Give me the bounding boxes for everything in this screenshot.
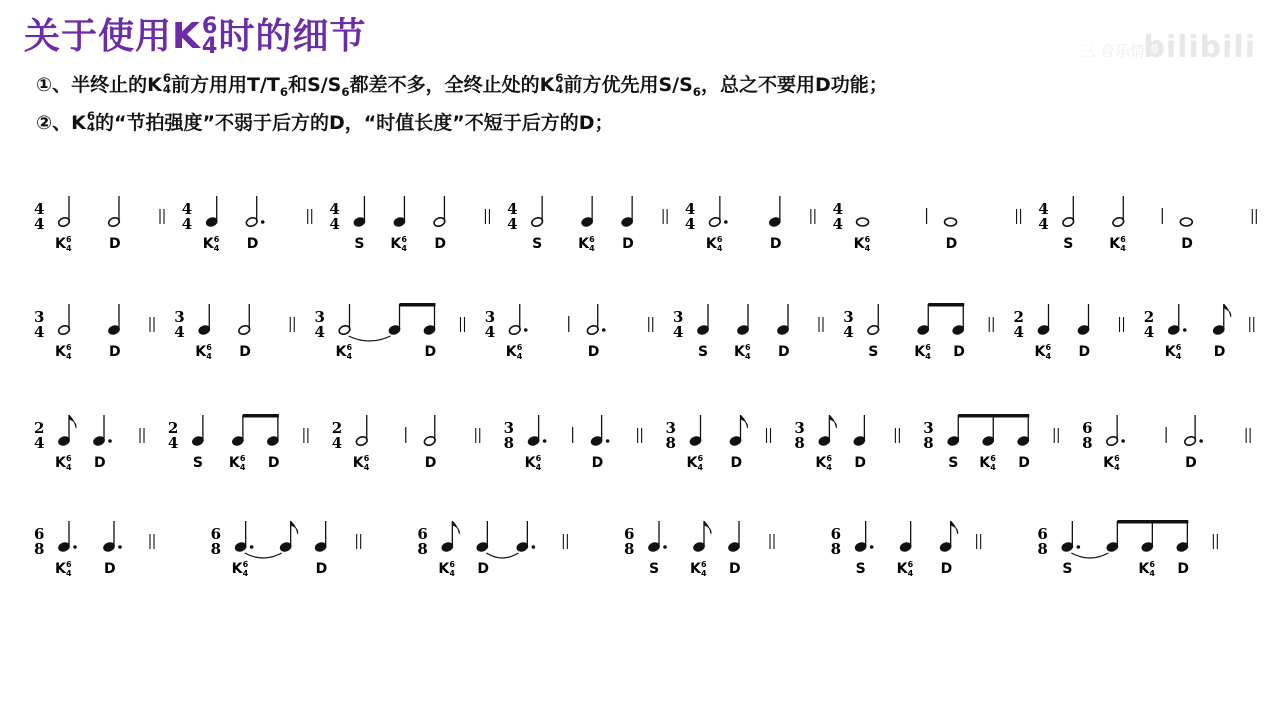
- time-signature-bottom: 4: [843, 323, 854, 341]
- figure-sub: 4: [555, 81, 564, 96]
- augmentation-dot: [606, 439, 610, 443]
- chord-label-d: D: [1018, 455, 1030, 471]
- figure-sup: 6: [162, 70, 171, 85]
- time-signature-bottom: 4: [507, 215, 518, 233]
- tie: [1071, 553, 1108, 558]
- figure-sup: 6: [66, 343, 72, 352]
- chord-label-d: D: [109, 236, 121, 252]
- figure-sup: 6: [206, 343, 212, 352]
- augmentation-dot: [73, 545, 77, 549]
- figure-sub: 4: [697, 463, 704, 472]
- time-signature-top: 2: [331, 419, 343, 437]
- figure-sub: 4: [242, 569, 249, 578]
- title-prefix: 关于使用K: [24, 16, 201, 57]
- chord-label-d: D: [1185, 455, 1197, 471]
- time-signature-top: 3: [673, 308, 684, 326]
- figure-sub: 4: [1149, 569, 1155, 578]
- figure-sup: 6: [242, 560, 249, 569]
- figure-sub: 6: [341, 85, 350, 99]
- time-signature-top: 4: [832, 200, 844, 218]
- chord-label-d: D: [730, 455, 743, 471]
- time-signature-bottom: 4: [34, 434, 45, 452]
- chord-label-d: D: [1181, 236, 1193, 252]
- time-signature-bottom: 4: [1143, 323, 1155, 341]
- figure-sup: 6: [701, 560, 707, 569]
- chord-label-k64: K: [690, 561, 701, 577]
- figure-sup: 6: [535, 454, 542, 463]
- chord-label-k64: K: [390, 236, 402, 252]
- time-signature-top: 6: [830, 525, 842, 543]
- augmentation-dot: [663, 545, 667, 549]
- augmentation-dot: [250, 545, 254, 549]
- time-signature-top: 4: [181, 200, 193, 218]
- chord-label-k64: K: [55, 455, 66, 471]
- augmentation-dot: [261, 220, 265, 224]
- time-signature-bottom: 8: [624, 540, 635, 558]
- tie: [245, 553, 282, 558]
- watermark-text: 三 音乐情愫: [1080, 42, 1160, 60]
- figure-sub: 4: [239, 463, 246, 472]
- figure-sub: 4: [1045, 352, 1052, 361]
- figure-sub: 4: [162, 81, 171, 96]
- figure-sub: 4: [401, 244, 408, 253]
- figure-sub: 4: [701, 569, 707, 578]
- time-signature-bottom: 4: [34, 323, 45, 341]
- rule-text: 前方优先用S/S: [563, 74, 693, 96]
- time-signature-top: 3: [665, 419, 676, 437]
- rule-text: 都差不多，全终止处的K: [349, 74, 555, 96]
- figure-sup: 6: [86, 108, 95, 123]
- time-signature-bottom: 4: [331, 434, 343, 452]
- chord-label-k64: K: [55, 344, 66, 360]
- figure-sup: 6: [449, 560, 455, 569]
- figure-sup: 6: [1149, 560, 1155, 569]
- chord-label-d: D: [477, 561, 489, 577]
- figure-sub: 4: [213, 244, 220, 253]
- chord-label-d: D: [239, 344, 251, 360]
- figure-sup: 6: [990, 454, 996, 463]
- figure-sub: 4: [516, 352, 523, 361]
- note-head: [1180, 218, 1192, 226]
- time-signature-bottom: 4: [832, 215, 844, 233]
- time-signature-bottom: 8: [665, 434, 676, 452]
- chord-label-d: D: [940, 561, 953, 577]
- eighth-flag: [69, 415, 76, 428]
- chord-label-k64: K: [55, 236, 66, 252]
- figure-sub: 4: [745, 352, 751, 361]
- chord-label-k64: K: [853, 236, 865, 252]
- time-signature-top: 4: [1038, 200, 1049, 218]
- chord-label-k64: K: [1138, 561, 1150, 577]
- chord-label-s: S: [192, 455, 203, 471]
- augmentation-dot: [524, 328, 528, 332]
- time-signature-bottom: 4: [314, 323, 325, 341]
- beam: [1117, 520, 1188, 524]
- figure-sup: 6: [826, 454, 832, 463]
- time-signature-bottom: 4: [329, 215, 340, 233]
- beam: [928, 303, 964, 307]
- time-signature-bottom: 4: [484, 323, 496, 341]
- eighth-flag: [741, 415, 748, 428]
- time-signature-top: 2: [1013, 308, 1024, 326]
- time-signature-bottom: 4: [167, 434, 179, 452]
- tie: [349, 336, 391, 341]
- chord-label-k64: K: [228, 455, 240, 471]
- time-signature-top: 3: [923, 419, 934, 437]
- figure-sup: 6: [745, 343, 751, 352]
- rule-text: ，总之不要用D功能；: [700, 74, 888, 96]
- time-signature-bottom: 4: [174, 323, 185, 341]
- time-signature-bottom: 8: [210, 540, 222, 558]
- note-head: [857, 218, 869, 226]
- chord-label-d: D: [587, 344, 600, 360]
- chord-label-k64: K: [734, 344, 745, 360]
- figure-sup: 6: [555, 70, 564, 85]
- time-signature-bottom: 4: [684, 215, 696, 233]
- time-signature-top: 6: [624, 525, 635, 543]
- tie: [486, 553, 518, 558]
- beam: [243, 414, 279, 418]
- title-sub: 4: [201, 33, 219, 59]
- chord-label-k64: K: [578, 236, 590, 252]
- chord-label-d: D: [315, 561, 328, 577]
- rule-text: 前方用用T/T: [171, 74, 280, 96]
- figure-sup: 6: [925, 343, 931, 352]
- figure-sub: 4: [864, 244, 871, 253]
- time-signature-top: 4: [329, 200, 340, 218]
- figure-sup: 6: [346, 343, 353, 352]
- time-signature-top: 4: [34, 200, 45, 218]
- time-signature-top: 3: [34, 308, 45, 326]
- figure-sub: 4: [1114, 463, 1120, 472]
- chord-label-s: S: [868, 344, 879, 360]
- rule-text: ②、K: [36, 112, 86, 134]
- time-signature-bottom: 4: [673, 323, 684, 341]
- time-signature-top: 3: [174, 308, 185, 326]
- figure-sup: 6: [213, 235, 220, 244]
- chord-label-k64: K: [438, 561, 450, 577]
- figure-sub: 4: [206, 352, 212, 361]
- augmentation-dot: [870, 545, 874, 549]
- chord-label-d: D: [267, 455, 280, 471]
- figure-sup: 6: [66, 560, 72, 569]
- chord-label-d: D: [945, 236, 958, 252]
- chord-label-k64: K: [202, 236, 214, 252]
- time-signature-top: 2: [1143, 308, 1155, 326]
- chord-label-d: D: [622, 236, 634, 252]
- chord-label-k64: K: [1103, 455, 1114, 471]
- time-signature-bottom: 8: [794, 434, 805, 452]
- figure-sub: 4: [449, 569, 455, 578]
- figure-sup: 6: [716, 235, 723, 244]
- time-signature-top: 3: [503, 419, 515, 437]
- figure-sup: 6: [401, 235, 408, 244]
- figure-sup: 6: [66, 235, 72, 244]
- beam: [958, 414, 1029, 418]
- time-signature-bottom: 4: [1013, 323, 1024, 341]
- figure-sup: 6: [1045, 343, 1052, 352]
- time-signature-top: 6: [417, 525, 428, 543]
- time-signature-bottom: 8: [1082, 434, 1093, 452]
- chord-label-d: D: [1177, 561, 1189, 577]
- augmentation-dot: [1077, 545, 1081, 549]
- figure-sub: 4: [535, 463, 542, 472]
- chord-label-k64: K: [524, 455, 536, 471]
- chord-label-k64: K: [979, 455, 991, 471]
- chord-label-d: D: [104, 561, 116, 577]
- chord-label-d: D: [424, 344, 437, 360]
- note-head: [945, 218, 957, 226]
- rule-text: 和S/S: [288, 74, 342, 96]
- chord-label-k64: K: [914, 344, 926, 360]
- bilibili-logo: bilibili: [1143, 30, 1256, 65]
- figure-sup: 6: [1175, 343, 1182, 352]
- time-signature-bottom: 4: [1038, 215, 1049, 233]
- figure-sub: 4: [346, 352, 353, 361]
- figure-sup: 6: [589, 235, 595, 244]
- chord-label-d: D: [434, 236, 447, 252]
- chord-label-d: D: [769, 236, 782, 252]
- time-signature-bottom: 4: [181, 215, 193, 233]
- eighth-flag: [704, 521, 711, 534]
- figure-sub: 4: [66, 244, 72, 253]
- chord-label-s: S: [1062, 561, 1073, 577]
- chord-label-k64: K: [686, 455, 698, 471]
- rule-text: ①、半终止的K: [36, 74, 162, 96]
- time-signature-top: 2: [34, 419, 45, 437]
- augmentation-dot: [602, 328, 606, 332]
- augmentation-dot: [724, 220, 728, 224]
- chord-label-d: D: [854, 455, 866, 471]
- time-signature-top: 3: [484, 308, 496, 326]
- augmentation-dot: [1183, 328, 1187, 332]
- time-signature-top: 2: [167, 419, 179, 437]
- figure-sub: 4: [907, 569, 914, 578]
- eighth-flag: [951, 521, 958, 534]
- chord-label-s: S: [855, 561, 866, 577]
- chord-label-s: S: [532, 236, 543, 252]
- chord-label-s: S: [698, 344, 709, 360]
- chord-label-k64: K: [505, 344, 517, 360]
- time-signature-top: 6: [210, 525, 222, 543]
- figure-sub: 4: [826, 463, 832, 472]
- beam: [400, 303, 436, 307]
- eighth-flag: [452, 521, 459, 534]
- figure-sup: 6: [1120, 235, 1126, 244]
- rule-text: 的“节拍强度”不弱于后方的D，“时值长度”不短于后方的D；: [95, 112, 614, 134]
- chord-label-k64: K: [352, 455, 364, 471]
- figure-sup: 6: [697, 454, 704, 463]
- time-signature-top: 3: [794, 419, 805, 437]
- chord-label-k64: K: [335, 344, 347, 360]
- chord-label-k64: K: [231, 561, 243, 577]
- time-signature-top: 6: [34, 525, 45, 543]
- figure-sup: 6: [516, 343, 523, 352]
- augmentation-dot: [543, 439, 547, 443]
- figure-sub: 4: [990, 463, 996, 472]
- chord-label-d: D: [1078, 344, 1091, 360]
- time-signature-top: 6: [1037, 525, 1048, 543]
- eighth-flag: [1224, 304, 1231, 317]
- chord-label-k64: K: [705, 236, 717, 252]
- time-signature-top: 4: [684, 200, 696, 218]
- chord-label-k64: K: [815, 455, 827, 471]
- chord-label-k64: K: [1109, 236, 1121, 252]
- title-suffix: 时的细节: [218, 16, 367, 57]
- time-signature-top: 4: [507, 200, 518, 218]
- time-signature-bottom: 8: [34, 540, 45, 558]
- chord-label-d: D: [246, 236, 259, 252]
- figure-sub: 4: [589, 244, 595, 253]
- figure-sup: 6: [363, 454, 370, 463]
- figure-sub: 4: [1175, 352, 1182, 361]
- chord-label-d: D: [729, 561, 741, 577]
- figure-sub: 4: [66, 569, 72, 578]
- figure-sub: 4: [66, 463, 72, 472]
- title-sup: 6: [201, 12, 219, 39]
- figure-sup: 6: [66, 454, 72, 463]
- eighth-flag: [829, 415, 836, 428]
- time-signature-bottom: 8: [923, 434, 934, 452]
- chord-label-s: S: [948, 455, 959, 471]
- chord-label-d: D: [1213, 344, 1226, 360]
- augmentation-dot: [532, 545, 536, 549]
- chord-label-d: D: [778, 344, 790, 360]
- figure-sup: 6: [907, 560, 914, 569]
- figure-sub: 4: [66, 352, 72, 361]
- time-signature-bottom: 8: [417, 540, 428, 558]
- figure-sup: 6: [1114, 454, 1120, 463]
- time-signature-top: 3: [843, 308, 854, 326]
- eighth-flag: [291, 521, 298, 534]
- time-signature-top: 6: [1082, 419, 1093, 437]
- chord-label-d: D: [591, 455, 604, 471]
- chord-label-s: S: [649, 561, 660, 577]
- chord-label-s: S: [354, 236, 365, 252]
- figure-sub: 4: [1120, 244, 1126, 253]
- chord-label-k64: K: [55, 561, 66, 577]
- chord-label-s: S: [1063, 236, 1074, 252]
- augmentation-dot: [118, 545, 122, 549]
- chord-label-k64: K: [195, 344, 207, 360]
- chord-label-d: D: [424, 455, 437, 471]
- time-signature-bottom: 8: [1037, 540, 1048, 558]
- figure-sup: 6: [239, 454, 246, 463]
- figure-sub: 6: [279, 85, 289, 99]
- figure-sup: 6: [864, 235, 871, 244]
- augmentation-dot: [1199, 439, 1203, 443]
- figure-sub: 4: [925, 352, 931, 361]
- time-signature-bottom: 4: [34, 215, 45, 233]
- chord-label-k64: K: [1034, 344, 1046, 360]
- time-signature-top: 3: [314, 308, 325, 326]
- chord-label-d: D: [953, 344, 965, 360]
- figure-sub: 4: [363, 463, 370, 472]
- chord-label-d: D: [109, 344, 121, 360]
- figure-sub: 4: [716, 244, 723, 253]
- chord-label-k64: K: [1164, 344, 1176, 360]
- figure-sub: 6: [692, 85, 701, 99]
- time-signature-bottom: 8: [830, 540, 842, 558]
- chord-label-k64: K: [896, 561, 908, 577]
- figure-sub: 4: [86, 119, 95, 134]
- augmentation-dot: [1121, 439, 1125, 443]
- chord-label-d: D: [94, 455, 106, 471]
- time-signature-bottom: 8: [503, 434, 515, 452]
- augmentation-dot: [108, 439, 112, 443]
